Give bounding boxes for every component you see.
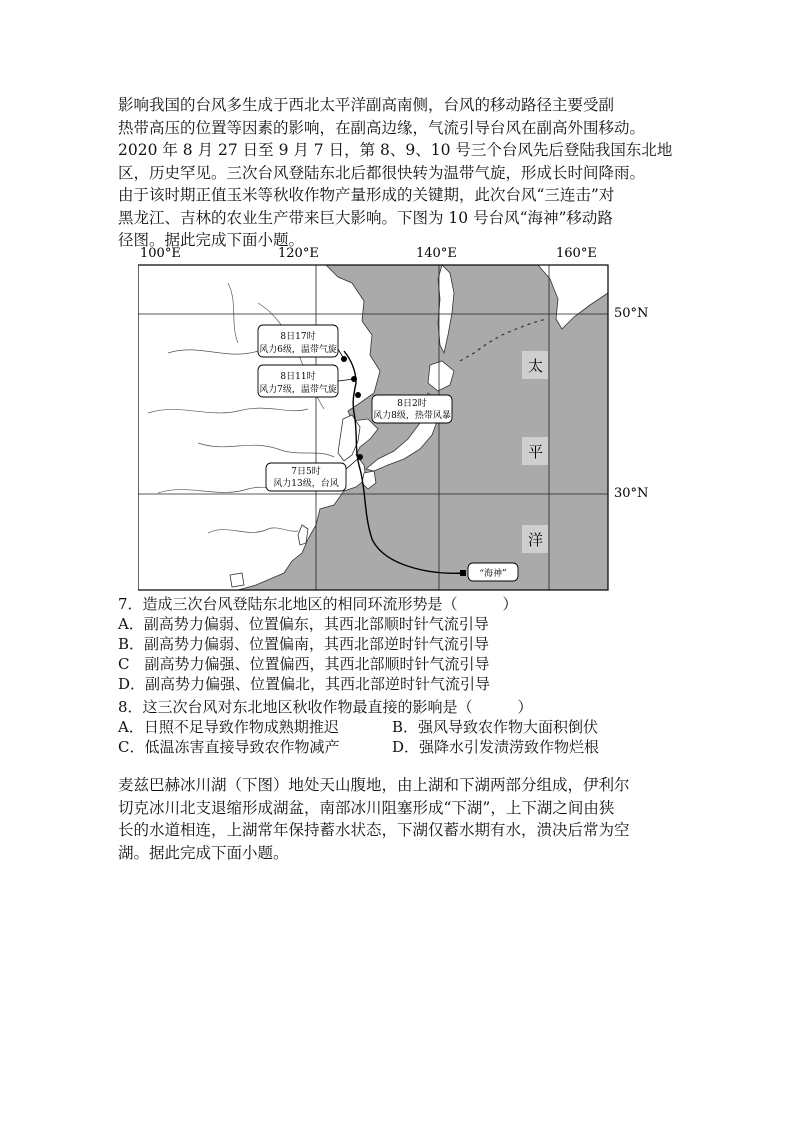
intro-passage bbox=[118, 94, 684, 252]
option-c: C 副高势力偏强、位置偏西，其西北部顺时针气流引导 bbox=[118, 655, 490, 673]
callout-desc: 风力8级，热带风暴 bbox=[373, 411, 451, 421]
option-d: D．副高势力偏强、位置偏北，其西北部逆时针气流引导 bbox=[118, 675, 491, 693]
option-c: C．低温冻害直接导致农作物减产 bbox=[118, 738, 340, 756]
option-a: A．副高势力偏弱、位置偏东，其西北部顺时针气流引导 bbox=[118, 615, 489, 633]
passage-line: 由于该时期正值玉米等秋收作物产量形成的关键期，此次台风“三连击”对 bbox=[118, 186, 615, 204]
ocean-char: 太 bbox=[528, 357, 544, 375]
question-stem: 8．这三次台风对东北地区秋收作物最直接的影响是（ ） bbox=[118, 698, 533, 716]
callout-time: 8日11时 bbox=[280, 372, 316, 382]
glacier-lake-passage bbox=[118, 774, 684, 864]
passage-line: 黑龙江、吉林的农业生产带来巨大影响。下图为 10 号台风“海神”移动路 bbox=[118, 208, 613, 227]
callout-time: 8日2时 bbox=[397, 399, 427, 409]
track-point-82 bbox=[355, 392, 361, 398]
lon-label: 120°E bbox=[278, 246, 319, 261]
passage-line: 切克冰川北支退缩形成湖盆，南部冰川阻塞形成“下湖”，上下湖之间由狭 bbox=[118, 798, 615, 817]
callout-desc: 风力13级，台风 bbox=[273, 479, 339, 489]
callout-time: 8日17时 bbox=[280, 332, 316, 342]
typhoon-track-map bbox=[138, 243, 658, 593]
question-8 bbox=[118, 697, 718, 757]
lon-label: 100°E bbox=[140, 246, 181, 261]
callout-desc: 风力7级，温带气旋 bbox=[259, 385, 337, 395]
lon-label: 140°E bbox=[416, 246, 457, 261]
typhoon-name: “海神” bbox=[479, 569, 507, 579]
callout-time: 7日5时 bbox=[291, 467, 321, 477]
option-b: B．副高势力偏弱、位置偏南，其西北部逆时针气流引导 bbox=[118, 635, 490, 653]
lat-label: 50°N bbox=[614, 306, 649, 321]
hainan bbox=[230, 573, 244, 587]
track-start-point bbox=[460, 570, 466, 576]
question-stem: 7．造成三次台风登陆东北地区的相同环流形势是（ ） bbox=[118, 595, 518, 613]
lon-label: 160°E bbox=[556, 246, 597, 261]
callout-817 bbox=[258, 325, 344, 359]
passage-line: 热带高压的位置等因素的影响，在副高边缘，气流引导台风在副高外围移动。 bbox=[118, 118, 646, 137]
callout-desc: 风力6级，温带气旋 bbox=[259, 345, 337, 355]
callout-name bbox=[468, 563, 518, 581]
option-b: B．强风导致农作物大面积倒伏 bbox=[392, 718, 599, 736]
lat-label: 30°N bbox=[614, 486, 649, 501]
question-7 bbox=[118, 594, 718, 694]
option-a: A．日照不足导致作物成熟期推迟 bbox=[118, 718, 339, 736]
passage-line: 湖。据此完成下面小题。 bbox=[118, 843, 289, 862]
passage-line: 径图。据此完成下面小题。 bbox=[118, 231, 305, 249]
passage-line: 影响我国的台风多生成于西北太平洋副高南侧，台风的移动路径主要受副 bbox=[118, 96, 615, 114]
option-d: D．强降水引发渍涝致作物烂根 bbox=[392, 738, 600, 756]
ocean-char: 洋 bbox=[528, 531, 544, 549]
passage-line: 麦兹巴赫冰川湖（下图）地处天山腹地，由上湖和下湖两部分组成，伊利尔 bbox=[118, 776, 630, 794]
passage-line: 区，历史罕见。三次台风登陆东北后都很快转为温带气旋，形成长时间降雨。 bbox=[118, 163, 646, 182]
callout-82 bbox=[372, 395, 452, 423]
passage-line: 长的水道相连，上湖常年保持蓄水状态，下湖仅蓄水期有水，溃决后常为空 bbox=[118, 821, 630, 839]
passage-line: 2020 年 8 月 27 日至 9 月 7 日，第 8、9、10 号三个台风先后登陆我国东北地 bbox=[118, 141, 673, 159]
ocean-char: 平 bbox=[528, 443, 544, 461]
